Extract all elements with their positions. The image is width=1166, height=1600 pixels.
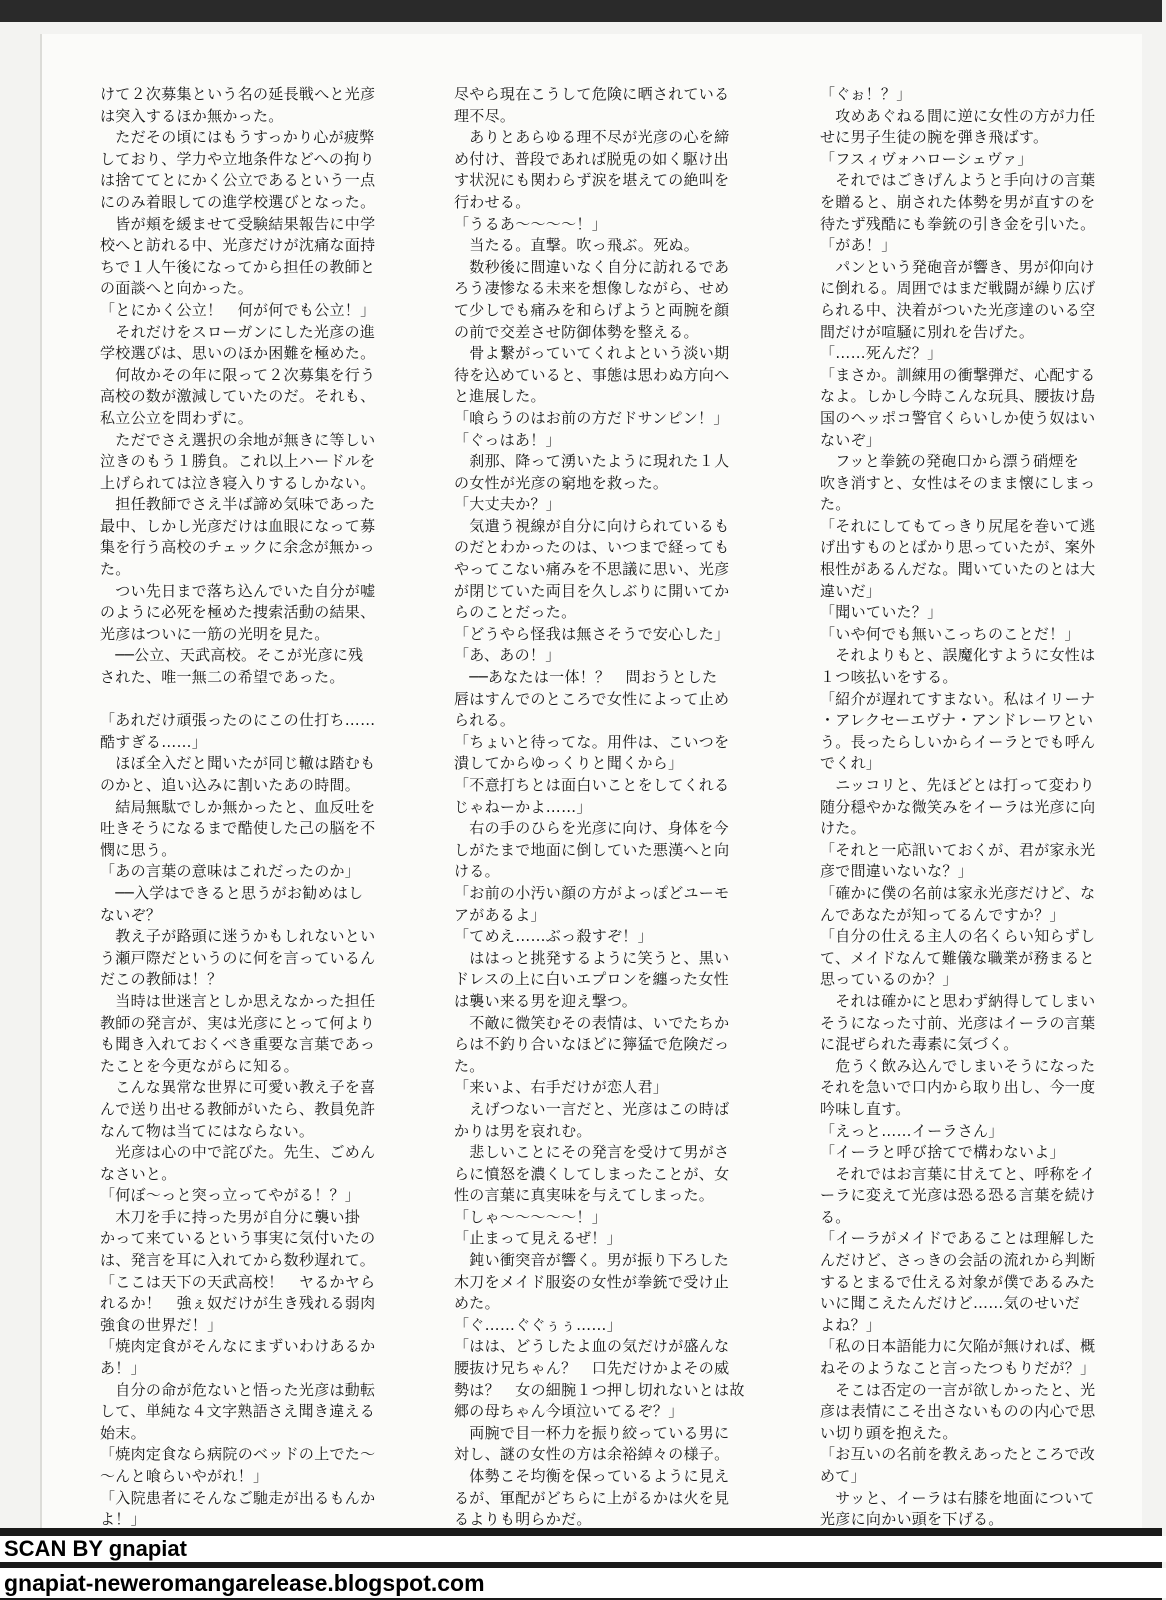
scan-blog-url: gnapiat-neweromangarelease.blogspot.com [0,1568,1166,1598]
text-line: 彦は表情にこそ出さないものの内心で思 [820,1402,1096,1421]
text-line: それを急いで口内から取り出し、今一度 [820,1078,1096,1097]
text-line: 待たず残酷にも拳銃の引き金を引いた。 [820,214,1096,233]
text-line: 「はは、どうしたよ血の気だけが盛んな [454,1337,730,1356]
text-line: 校へと訪れる中、光彦だけが沈痛な面持 [100,236,376,255]
text-line: ちで１人午後になってから担任の教師と [100,257,376,276]
text-line: 国のヘッポコ警官くらいしか使う奴はい [820,408,1096,427]
text-line: 何故かその年に限って２次募集を行う [100,365,376,384]
text-line: るが、軍配がどちらに上がるかは火を見 [454,1488,730,1507]
text-line: 彦で間違いないな？」 [820,862,974,881]
text-line: のかと、追い込みに割いたあの時間。 [100,776,361,794]
text-line: れるか！ 強ぇ奴だけが生き残れる弱肉 [100,1294,376,1313]
text-line: 勢は？ 女の細腕１つ押し切れないとは故 [454,1380,745,1399]
book-page [40,34,1142,1530]
text-line: 「ぐっはあ！」 [454,430,561,449]
text-line: 刹那、降って湧いたように現れた１人 [454,452,730,471]
text-line: めて」 [820,1467,866,1485]
text-line: の面談へと向かった。 [100,279,254,298]
text-line: 自分の命が危ないと悟った光彦は動転 [100,1380,376,1399]
text-line: 攻めあぐねる間に逆に女性の方が力任 [820,106,1096,125]
text-line: め付け、普段であれば脱兎の如く駆け出 [454,149,729,168]
text-line: 木刀をメイド服姿の女性が拳銃で受け止 [454,1272,730,1291]
text-line: られる。 [454,711,516,730]
text-line: 「あの言葉の意味はこれだったのか」 [100,862,361,881]
text-line: 「……死んだ？」 [820,344,943,363]
text-line: にのみ着眼しての進学校選びとなった。 [100,192,376,211]
text-line: た。 [100,560,131,579]
text-line: も聞き入れておくべき重要な言葉であっ [100,1035,376,1054]
text-column-left [100,84,418,1549]
text-line: は襲い来る男を迎え撃つ。 [454,991,638,1010]
text-line: ないぞ」 [820,430,882,449]
text-line: 性の言葉に真実味を与えてしまった。 [454,1186,715,1205]
text-line: しており、学力や立地条件などへの拘り [100,149,375,168]
text-line: 「自分の仕える主人の名くらい知らずし [820,927,1096,946]
text-line: 光彦はついに一筋の光明を見た。 [100,624,330,643]
text-line: んだけど、さっきの会話の流れから判断 [820,1251,1096,1270]
text-line: 光彦に向かい頭を下げる。 [820,1510,1004,1529]
text-line: 「まさか。訓練用の衝撃弾だ、心配する [820,365,1096,384]
text-line: たことを今更ながらに知る。 [100,1056,299,1075]
text-line: 泣きのもう１勝負。これ以上ハードルを [100,452,376,471]
text-line: 「ぐ……ぐぐぅぅ……」 [454,1315,623,1334]
text-line: 郷の母ちゃん今頃泣いてるぞ？」 [454,1402,684,1421]
text-line: 骨よ繋がっていてくれよという淡い期 [454,344,730,363]
text-line: 「うるあ〜〜〜〜！」 [454,214,608,233]
text-line: られる中、決着がついた光彦達のいる空 [820,300,1096,319]
text-line: て、メイドなんて難儀な職業が務まると [820,948,1095,967]
text-line: つい先日まで落ち込んでいた自分が嘘 [100,581,376,600]
text-line: けて２次募集という名の延長戦へと光彦 [100,85,376,103]
text-line: それよりもと、誤魔化すように女性は [820,646,1096,665]
text-line: じゃねーかよ……」 [454,797,592,816]
text-line: 「ここは天下の天武高校！ ヤるかヤら [100,1272,376,1291]
text-line: めた。 [454,1294,500,1313]
text-line: でくれ」 [820,754,882,773]
text-line: 「喰らうのはお前の方だドサンピン！」 [454,408,729,427]
text-line: は捨ててとにかく公立であるという一点 [100,171,376,190]
text-line: らは不釣り合いなほどに獰猛で危険だっ [454,1035,730,1054]
text-line: 「どうやら怪我は無さそうで安心した」 [454,624,730,643]
text-line: 「私の日本語能力に欠陥が無ければ、概 [820,1337,1096,1356]
text-line: なよ。しかし今時こんな玩具、腰抜け島 [820,387,1096,406]
text-line: 数秒後に間違いなく自分に訪れるであ [454,257,730,276]
text-line: らのことだった。 [454,603,577,622]
text-line: のように必死を極めた捜索活動の結果、 [100,603,376,622]
text-line: 教え子が路頭に迷うかもしれないとい [100,927,376,946]
text-line: 両腕で目一杯力を振り絞っている男に [454,1423,730,1442]
text-line: 唇はすんでのところで女性によって止め [454,689,730,708]
text-line: 〜んと喰らいやがれ！」 [100,1467,269,1485]
text-line: 尽やら現在こうして危険に晒されている [454,85,730,103]
text-line: 危うく飲み込んでしまいそうになった [820,1056,1096,1075]
scan-top-edge [0,0,1162,22]
text-line: いに聞こえたんだけど……気のせいだ [820,1294,1081,1313]
text-line: そうになった寸前、光彦はイーラの言葉 [820,1013,1096,1032]
text-line: う。長ったらしいからイーラとでも呼ん [820,732,1096,751]
text-line: 吟味し直す。 [820,1099,911,1118]
text-line: 悲しいことにその発言を受けて男がさ [454,1143,730,1162]
text-line: １つ咳払いをする。 [820,668,958,687]
text-line: 酷すぎる……」 [100,732,208,751]
text-line: 当たる。直撃。吹っ飛ぶ。死ぬ。 [454,236,700,255]
text-line: ただその頃にはもうすっかり心が疲弊 [100,128,375,147]
text-line: げ出すものとばかり思っていたが、案外 [820,538,1096,557]
text-line: かりは男を哀れむ。 [454,1121,592,1140]
text-line: 対し、謎の女性の方は余裕綽々の様子。 [454,1445,730,1464]
text-line: 右の手のひらを光彦に向け、身体を今 [454,819,729,838]
text-line: 強食の世界だ！」 [100,1315,223,1334]
text-line: ははっと挑発するように笑うと、黒い [454,948,730,967]
text-line: 「それにしてもてっきり尻尾を巻いて逃 [820,516,1096,535]
text-line: 「紹介が遅れてすまない。私はイリーナ [820,689,1096,708]
text-line: は、発言を耳に入れてから数秒遅れて。 [100,1251,376,1270]
text-line: 「大丈夫か？」 [454,495,562,514]
text-line: 「あ、あの！」 [454,646,561,665]
text-line: 吹き消すと、女性はそのまま懐にしまっ [820,473,1096,492]
text-line: 教師の発言が、実は光彦にとって何より [100,1013,376,1032]
text-line: 「それと一応訊いておくが、君が家永光 [820,840,1096,859]
text-line: フッと拳銃の発砲口から漂う硝煙を [820,452,1080,471]
text-line: 「えっと……イーラさん」 [820,1121,1004,1140]
text-line: アがあるよ」 [454,905,546,924]
text-line: 「イーラと呼び捨てで構わないよ」 [820,1143,1065,1162]
text-line: ほぼ全入だと聞いたが同じ轍は踏むも [100,754,376,773]
text-line: 学校選びは、思いのほか困難を極めた。 [100,344,376,363]
text-line: は突入するほか無かった。 [100,106,284,125]
text-line: だこの教師は！？ [100,970,223,989]
text-line: 吐きそうになるまで酷使した己の脳を不 [100,819,376,838]
text-line: そこは否定の一言が欲しかったと、光 [820,1380,1096,1399]
text-line: 担任教師でさえ半ば諦め気味であった [100,495,376,514]
text-line: 高校の数が激減していたのだ。それも、 [100,387,376,406]
text-line: ーラに変えて光彦は恐る恐る言葉を続け [820,1186,1096,1205]
text-line: 「てめえ……ぶっ殺すぞ！」 [454,927,653,946]
text-line: 私立公立を問わずに。 [100,408,254,427]
text-line: 違いだ」 [820,581,882,600]
text-line: して、単純な４文字熟語さえ聞き違える [100,1402,376,1421]
text-line: 「イーラがメイドであることは理解した [820,1229,1096,1248]
text-line: 根性があるんだな。聞いていたのとは大 [820,560,1096,579]
text-line: ・アレクセーエヴナ・アンドレーワとい [820,711,1094,730]
text-line: パンという発砲音が響き、男が仰向け [820,257,1095,276]
text-line: なんて物は当てにはならない。 [100,1121,315,1140]
text-line: た。 [820,495,851,514]
text-line: なさいと。 [100,1164,177,1183]
text-line: 随分穏やかな微笑みをイーラは光彦に向 [820,797,1096,816]
text-line: 潰してからゆっくりと聞くから」 [454,754,684,773]
text-line: 「ぐぉ！？」 [820,85,912,103]
text-line: 当時は世迷言としか思えなかった担任 [100,991,376,1010]
text-line: 「何ぼ〜っと突っ立ってやがる！？」 [100,1186,361,1205]
text-line: に倒れる。周囲ではまだ戦闘が繰り広げ [820,279,1096,298]
text-line: せに男子生徒の腕を弾き飛ばす。 [820,128,1049,147]
text-line: 「しゃ〜〜〜〜〜！」 [454,1207,608,1226]
text-line: 体勢こそ均衡を保っているように見え [454,1467,730,1485]
text-line: て少しでも痛みを和らげようと両腕を顔 [454,300,730,319]
text-line: ドレスの上に白いエプロンを纏った女性 [454,970,729,989]
text-line: 「いや何でも無いこっちのことだ！」 [820,624,1080,643]
text-line: 「焼肉定食がそんなにまずいわけあるか [100,1337,376,1356]
text-line: それだけをスローガンにした光彦の進 [100,322,376,341]
text-line: ただでさえ選択の余地が無きに等しい [100,430,376,449]
text-line: しがたまで地面に倒していた悪漢へと向 [454,840,730,859]
text-line: 鈍い衝突音が響く。男が振り下ろした [454,1251,730,1270]
text-line: 思っているのか？」 [820,970,958,989]
text-line: い切り頭を抱えた。 [820,1423,958,1442]
text-line: かって来ているという事実に気付いたの [100,1229,376,1248]
text-line: を贈ると、崩された体勢を男が直すのを [820,192,1096,211]
text-line: けた。 [820,819,866,838]
text-line: んで送り出せる教師がいたら、教員免許 [100,1099,376,1118]
text-line: んであなたが知ってるんですか？」 [820,905,1065,924]
text-line: 「確かに僕の名前は家永光彦だけど、な [820,883,1096,902]
text-line: ける。 [454,862,500,881]
text-line: と進展した。 [454,387,546,406]
text-line: あ！」 [100,1359,146,1378]
text-line: に混ぜられた毒素に気づく。 [820,1035,1019,1054]
text-line: 「あれだけ頑張ったのにこの仕打ち…… [100,711,376,730]
text-line: ──入学はできると思うがお勧めはし [100,883,364,902]
text-line: それは確かにと思わず納得してしまい [820,991,1096,1010]
text-line: 気遣う視線が自分に向けられているも [454,516,730,535]
text-line: 間だけが喧騒に別れを告げた。 [820,322,1035,341]
text-line: 皆が頬を緩ませて受験結果報告に中学 [100,214,376,233]
text-line: 「ちょいと待ってな。用件は、こいつを [454,732,730,751]
text-line: 上げられては泣き寝入りするしかない。 [100,473,376,492]
text-line: ねそのようなこと言ったつもりだが？」 [820,1359,1096,1378]
text-line: 「聞いていた？」 [820,603,943,622]
text-line: 始末。 [100,1423,146,1442]
text-line: のだとわかったのは、いつまで経っても [454,538,730,557]
text-line: 不敵に微笑むその表情は、いでたちか [454,1013,730,1032]
text-line: るよりも明らかだ。 [454,1510,592,1529]
text-line: 「来いよ、右手だけが恋人君」 [454,1078,669,1097]
text-line: 「フスィヴォハローシェヴァ」 [820,149,1033,168]
text-line: 最中、しかし光彦だけは血眼になって募 [100,516,376,535]
text-line: た。 [454,1056,485,1075]
text-line: の前で交差させ防御体勢を整える。 [454,322,699,341]
text-line: 腰抜け兄ちゃん？ 口先だけかよその威 [454,1359,730,1378]
text-line: 光彦は心の中で詫びた。先生、ごめん [100,1143,376,1162]
text-line: 「お前の小汚い顔の方がよっぽどユーモ [454,883,730,902]
text-line: するとまるで仕える対象が僕であるみた [820,1272,1096,1291]
text-line: サッと、イーラは右膝を地面について [820,1488,1095,1507]
text-line: 「入院患者にそんなご馳走が出るもんか [100,1488,376,1507]
text-line: 集を行う高校のチェックに余念が無かっ [100,538,375,557]
text-line: やってこない痛みを不思議に思い、光彦 [454,560,730,579]
text-line: 理不尽。 [454,106,516,125]
text-line: えげつない一言だと、光彦はこの時ば [454,1099,730,1118]
text-line: が閉じていた両目を久しぶりに開いてか [454,581,730,600]
text-line: それではお言葉に甘えてと、呼称をイ [820,1164,1096,1183]
text-line: の女性が光彦の窮地を救った。 [454,473,669,492]
text-line: 憫に思う。 [100,840,177,859]
text-line: よ！」 [100,1510,146,1529]
text-line: 「止まって見えるぜ！」 [454,1229,622,1248]
text-column-right [820,84,1138,1564]
scan-credit: SCAN BY gnapiat [0,1536,1166,1562]
text-line: ないぞ？ [100,905,162,924]
text-line: ろう凄惨なる未来を想像しながら、せめ [454,279,730,298]
text-line: こんな異常な世界に可愛い教え子を喜 [100,1078,376,1097]
text-line: 結局無駄でしか無かったと、血反吐を [100,797,376,816]
text-column-middle [454,84,772,1529]
text-line: 「お互いの名前を教えあったところで改 [820,1445,1096,1464]
text-line: ニッコリと、先ほどとは打って変わり [820,776,1095,794]
text-line: る。 [820,1207,851,1226]
text-line: よね？」 [820,1315,882,1334]
text-line: それではごきげんようと手向けの言葉 [820,171,1096,190]
text-line: ──あなたは一体！？ 問おうとした [454,668,718,687]
text-line: う瀬戸際だというのに何を言っているん [100,948,376,967]
text-line: ありとあらゆる理不尽が光彦の心を締 [454,128,730,147]
text-line: 「焼肉定食なら病院のベッドの上でた〜 [100,1445,376,1464]
text-line: 「不意打ちとは面白いことをしてくれる [454,776,730,794]
text-line: す状況にも関わらず涙を堪えての絶叫を [454,171,730,190]
text-line: らに憤怒を濃くしてしまったことが、女 [454,1164,730,1183]
text-line: ──公立、天武高校。そこが光彦に残 [100,646,364,665]
text-line: 木刀を手に持った男が自分に襲い掛 [100,1207,361,1226]
text-line: 待を込めていると、事態は思わぬ方向へ [454,365,730,384]
text-line: 「があ！」 [820,236,897,255]
text-line [100,689,418,711]
text-line: 行わせる。 [454,192,531,211]
text-line: 「とにかく公立！ 何が何でも公立！」 [100,300,376,319]
text-line: された、唯一無二の希望であった。 [100,668,345,687]
